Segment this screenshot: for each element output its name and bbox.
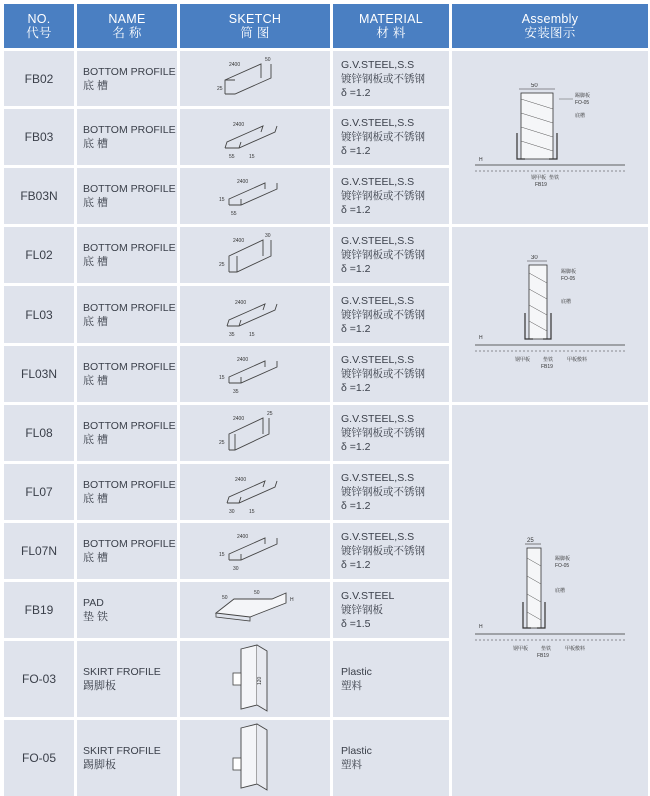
row-sketch <box>180 464 330 520</box>
row-no-text: FL03N <box>20 367 58 381</box>
row-name-en: BOTTOM PROFILE <box>83 301 176 314</box>
row-no <box>4 523 74 579</box>
row-sketch <box>180 405 330 461</box>
dim-left: 50 <box>222 595 228 601</box>
row-material-zh: 镀锌钢板或不锈钢 <box>341 249 425 261</box>
assembly-2-channel: 底槽 <box>561 298 572 305</box>
row-material <box>333 109 449 165</box>
row-no <box>4 641 74 717</box>
row-no <box>4 346 74 402</box>
assembly-3-skirt: 踢脚板 <box>555 555 571 562</box>
header-material-en: MATERIAL <box>359 12 423 26</box>
dim-width: 30 <box>233 566 239 572</box>
header-no-en: NO. <box>27 12 51 26</box>
row-name-en: PAD <box>83 597 104 609</box>
row-name-en: BOTTOM PROFILE <box>83 538 176 550</box>
assembly-1-h: H <box>479 156 483 163</box>
row-thickness: δ =1.2 <box>341 204 371 216</box>
profile-sketch <box>215 467 295 517</box>
row-thickness: δ =1.2 <box>341 559 371 571</box>
row-no-text: FB03N <box>20 189 58 203</box>
profile-sketch <box>215 349 295 399</box>
assembly-2-pad-code: FB19 <box>541 363 553 370</box>
dim-width: 55 <box>231 211 237 217</box>
profile-sketch <box>215 112 295 162</box>
row-material-en: G.V.STEEL,S.S <box>341 117 415 129</box>
dim-height: 120 <box>257 676 263 685</box>
dim-length: 2400 <box>237 534 249 540</box>
row-no-text: FL03 <box>25 307 53 322</box>
row-name-en: BOTTOM PROFILE <box>83 242 176 254</box>
assembly-3-skirt-code: FO-05 <box>555 562 570 569</box>
row-no <box>4 168 74 224</box>
dim-height: 15 <box>249 331 255 338</box>
row-material <box>333 286 449 343</box>
row-sketch <box>180 523 330 579</box>
header-material <box>333 4 449 48</box>
dim-h: H <box>290 597 294 603</box>
row-name-en: BOTTOM PROFILE <box>83 183 176 195</box>
row-no-text: FL08 <box>25 426 53 440</box>
row-material <box>333 168 449 224</box>
row-sketch <box>180 641 330 717</box>
pad-sketch <box>210 585 300 635</box>
row-name-zh: 底 槽 <box>83 79 109 92</box>
row-sketch <box>180 227 330 283</box>
row-thickness: δ =1.2 <box>341 500 371 512</box>
assembly-1-skirt: 踢脚板 <box>575 92 591 99</box>
header-material-zh: 材 料 <box>376 26 406 40</box>
row-name-zh: 底 槽 <box>83 434 109 446</box>
dim-height: 15 <box>219 375 225 381</box>
profile-sketch <box>215 54 295 104</box>
assembly-cell-3 <box>452 405 648 796</box>
row-no <box>4 582 74 638</box>
row-no-text: FL02 <box>25 248 53 262</box>
row-material-en: G.V.STEEL,S.S <box>341 294 415 307</box>
row-material-en: Plastic <box>341 745 372 757</box>
row-sketch <box>180 109 330 165</box>
row-material-en: G.V.STEEL,S.S <box>341 354 415 366</box>
dim-width: 35 <box>229 331 235 338</box>
dim-width: 55 <box>229 154 235 160</box>
assembly-cell-2 <box>452 227 648 402</box>
row-name <box>77 464 177 520</box>
row-name-zh: 底 槽 <box>83 315 109 328</box>
assembly-3-plate: 钢甲板 <box>513 645 529 652</box>
dim-right: 50 <box>254 590 260 596</box>
product-catalog-table <box>4 4 648 790</box>
row-no <box>4 286 74 343</box>
row-material <box>333 51 449 106</box>
row-material-en: G.V.STEEL <box>341 590 395 602</box>
row-sketch <box>180 346 330 402</box>
row-name-en: SKIRT FROFILE <box>83 666 161 678</box>
row-sketch <box>180 286 330 343</box>
row-name-zh: 踢脚板 <box>83 680 116 692</box>
row-no <box>4 109 74 165</box>
assembly-drawing-3 <box>475 536 625 666</box>
row-material <box>333 582 449 638</box>
profile-sketch <box>215 408 295 458</box>
profile-sketch <box>215 171 295 221</box>
row-thickness: δ =1.2 <box>341 263 371 275</box>
row-name-zh: 底 槽 <box>83 138 109 150</box>
row-name-zh: 底 槽 <box>83 493 109 505</box>
row-no <box>4 51 74 106</box>
row-material-zh: 镀锌钢板 <box>341 604 383 616</box>
row-no-text: FO-03 <box>21 672 56 686</box>
assembly-1-skirt-code: FO-05 <box>575 99 590 106</box>
header-assembly-zh: 安装图示 <box>524 26 576 40</box>
dim-width: 50 <box>265 56 271 63</box>
row-material-en: G.V.STEEL,S.S <box>341 235 415 247</box>
header-name <box>77 4 177 48</box>
row-material <box>333 720 449 796</box>
row-material-zh: 塑料 <box>341 759 362 771</box>
row-no-text: FL07N <box>20 544 58 558</box>
row-material-zh: 镀锌钢板或不锈钢 <box>341 308 425 321</box>
assembly-3-pad: 垫铁 <box>541 645 552 652</box>
row-name <box>77 109 177 165</box>
assembly-1-pad-code: FB19 <box>535 181 547 188</box>
assembly-3-filler: 甲板敷料 <box>565 645 586 652</box>
row-material-zh: 镀锌钢板或不锈钢 <box>341 427 425 439</box>
row-material <box>333 227 449 283</box>
row-no <box>4 720 74 796</box>
dim-length: 2400 <box>233 416 245 422</box>
row-name-en: SKIRT FROFILE <box>83 745 161 757</box>
assembly-2-width: 30 <box>531 254 538 261</box>
row-no <box>4 227 74 283</box>
assembly-1-pad: 垫铁 <box>549 174 560 181</box>
header-name-en: NAME <box>108 12 146 26</box>
dim-length: 2400 <box>235 477 247 483</box>
row-name <box>77 346 177 402</box>
row-name-zh: 垫 铁 <box>83 611 109 623</box>
row-material-zh: 镀锌钢板或不锈钢 <box>341 486 425 498</box>
row-name-zh: 踢脚板 <box>83 759 116 771</box>
row-no-text: FO-05 <box>21 751 56 765</box>
row-sketch <box>180 168 330 224</box>
row-material-zh: 镀锌钢板或不锈钢 <box>341 72 425 85</box>
assembly-3-h: H <box>479 623 483 630</box>
dim-length: 2400 <box>233 122 245 128</box>
assembly-1-plate: 钢甲板 <box>531 174 547 181</box>
row-thickness: δ =1.5 <box>341 618 371 630</box>
header-assembly-en: Assembly <box>521 12 579 26</box>
dim-length: 2400 <box>229 61 241 68</box>
row-name <box>77 405 177 461</box>
assembly-1-width: 50 <box>531 82 538 89</box>
dim-length: 2400 <box>237 179 249 185</box>
dim-length: 2400 <box>237 357 249 363</box>
row-name <box>77 286 177 343</box>
header-no-zh: 代号 <box>26 26 52 40</box>
row-material-zh: 塑料 <box>341 680 362 692</box>
header-name-zh: 名 称 <box>112 26 142 40</box>
dim-height: 25 <box>217 85 223 92</box>
row-name-en: BOTTOM PROFILE <box>83 65 176 78</box>
profile-sketch <box>215 230 295 280</box>
row-no-text: FB02 <box>24 71 54 86</box>
row-name <box>77 641 177 717</box>
assembly-cell-1 <box>452 51 648 224</box>
row-material <box>333 405 449 461</box>
row-thickness: δ =1.2 <box>341 382 371 394</box>
row-material <box>333 464 449 520</box>
profile-sketch <box>215 290 295 340</box>
row-thickness: δ =1.2 <box>341 145 371 157</box>
row-no <box>4 405 74 461</box>
row-name-en: BOTTOM PROFILE <box>83 361 176 373</box>
row-material-en: G.V.STEEL,S.S <box>341 176 415 188</box>
row-name-zh: 底 槽 <box>83 552 109 564</box>
dim-height: 25 <box>219 262 225 268</box>
row-name <box>77 227 177 283</box>
skirt-sketch <box>215 643 295 715</box>
assembly-2-h: H <box>479 334 483 341</box>
row-no-text: FB03 <box>24 130 54 144</box>
row-material-zh: 镀锌钢板或不锈钢 <box>341 131 425 143</box>
row-material-zh: 镀锌钢板或不锈钢 <box>341 545 425 557</box>
row-no-text: FB19 <box>24 603 54 617</box>
row-name-zh: 底 槽 <box>83 375 109 387</box>
assembly-2-pad: 垫铁 <box>543 356 554 363</box>
dim-height: 15 <box>219 197 225 203</box>
row-material <box>333 641 449 717</box>
header-sketch <box>180 4 330 48</box>
row-thickness: δ =1.2 <box>341 86 371 99</box>
dim-width: 25 <box>267 411 273 417</box>
row-name-en: BOTTOM PROFILE <box>83 124 176 136</box>
row-name-zh: 底 槽 <box>83 197 109 209</box>
row-no-text: FL07 <box>25 485 53 499</box>
assembly-3-pad-code: FB19 <box>537 652 549 659</box>
row-material-zh: 镀锌钢板或不锈钢 <box>341 368 425 380</box>
dim-height: 15 <box>249 509 255 515</box>
assembly-drawing-2 <box>475 255 625 375</box>
header-sketch-en: SKETCH <box>228 12 282 26</box>
dim-width: 30 <box>265 233 271 239</box>
assembly-2-filler: 甲板敷料 <box>567 356 588 363</box>
row-material <box>333 523 449 579</box>
profile-sketch <box>215 526 295 576</box>
assembly-2-skirt-code: FO-05 <box>561 275 576 282</box>
dim-width: 35 <box>233 389 239 395</box>
row-sketch <box>180 582 330 638</box>
row-material-zh: 镀锌钢板或不锈钢 <box>341 190 425 202</box>
row-sketch <box>180 720 330 796</box>
header-assembly <box>452 4 648 48</box>
assembly-2-plate: 钢甲板 <box>515 356 531 363</box>
row-material-en: G.V.STEEL,S.S <box>341 531 415 543</box>
dim-width: 30 <box>229 509 235 515</box>
row-name <box>77 720 177 796</box>
dim-height: 25 <box>219 440 225 446</box>
row-name <box>77 51 177 106</box>
header-no <box>4 4 74 48</box>
assembly-3-width: 25 <box>527 537 534 544</box>
dim-length: 2400 <box>233 238 245 244</box>
row-material-en: G.V.STEEL,S.S <box>341 413 415 425</box>
assembly-drawing-1 <box>475 83 625 193</box>
dim-height: 15 <box>249 154 255 160</box>
row-thickness: δ =1.2 <box>341 441 371 453</box>
assembly-1-channel: 底槽 <box>575 112 586 119</box>
row-sketch <box>180 51 330 106</box>
row-name <box>77 582 177 638</box>
row-name-en: BOTTOM PROFILE <box>83 420 176 432</box>
row-name <box>77 168 177 224</box>
row-material-en: Plastic <box>341 666 372 678</box>
row-name <box>77 523 177 579</box>
row-material <box>333 346 449 402</box>
assembly-2-skirt: 踢脚板 <box>561 268 577 275</box>
row-thickness: δ =1.2 <box>341 322 371 335</box>
assembly-3-channel: 底槽 <box>555 587 566 594</box>
skirt-sketch <box>215 722 295 794</box>
row-material-en: G.V.STEEL,S.S <box>341 58 415 71</box>
dim-length: 2400 <box>235 299 247 306</box>
row-name-zh: 底 槽 <box>83 256 109 268</box>
dim-height: 15 <box>219 552 225 558</box>
row-no <box>4 464 74 520</box>
row-material-en: G.V.STEEL,S.S <box>341 472 415 484</box>
header-sketch-zh: 简 图 <box>240 26 270 40</box>
row-name-en: BOTTOM PROFILE <box>83 479 176 491</box>
